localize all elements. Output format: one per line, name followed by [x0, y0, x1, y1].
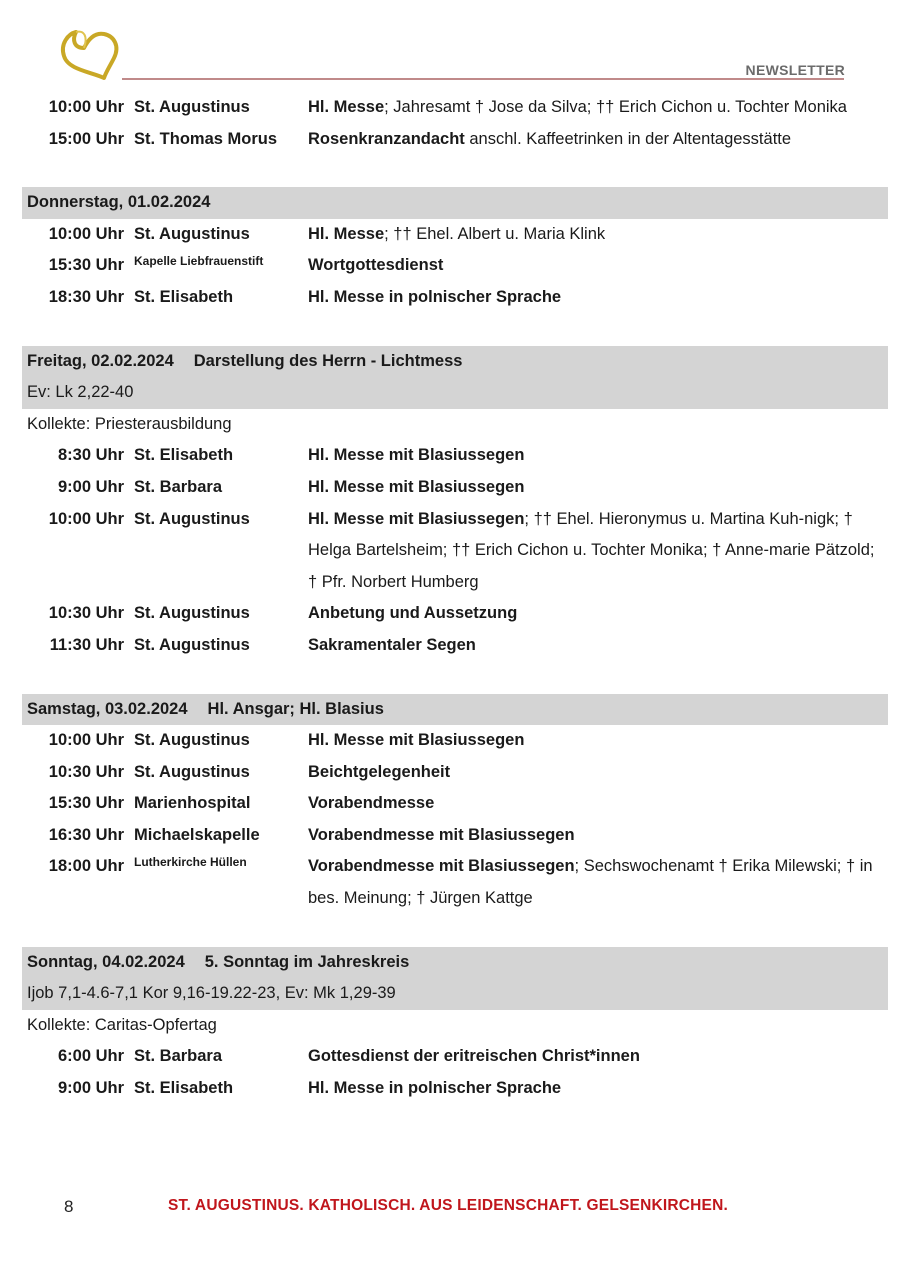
- event-title: Hl. Messe in polnischer Sprache: [308, 1079, 562, 1098]
- day-date: Sonntag, 04.02.2024: [27, 952, 185, 971]
- event-row: [22, 725, 888, 757]
- day-kollekte: Kollekte: Caritas-Opfertag: [27, 1015, 217, 1034]
- event-row: [22, 1073, 888, 1105]
- day-header-line: [27, 947, 888, 979]
- event-title: Beichtgelegenheit: [308, 762, 451, 781]
- golden-heart-logo-icon: [54, 26, 126, 84]
- day-reading: Ev: Lk 2,22-40: [27, 383, 134, 402]
- event-time: 10:00 Uhr: [48, 731, 124, 750]
- event-row: [22, 282, 888, 314]
- event-place: St. Augustinus: [134, 635, 250, 654]
- event-description: [308, 788, 888, 820]
- event-time: 10:00 Uhr: [48, 509, 124, 528]
- event-row: [22, 820, 888, 852]
- event-title: Vorabendmesse mit Blasiussegen: [308, 825, 575, 844]
- day-kollekte: Kollekte: Priesterausbildung: [27, 414, 232, 433]
- event-time: 8:30 Uhr: [57, 446, 124, 465]
- event-title: Rosenkranzandacht: [308, 129, 465, 148]
- event-time: 15:30 Uhr: [48, 794, 124, 813]
- event-details: ; Sechswochenamt † Erika Milewski; † in bes. Meinung; † Jürgen Kattge: [308, 857, 873, 908]
- event-row: [22, 440, 888, 472]
- event-time: 18:00 Uhr: [48, 857, 124, 876]
- event-place: Marienhospital: [134, 794, 251, 813]
- event-time: 10:00 Uhr: [48, 224, 124, 243]
- event-time: 15:00 Uhr: [48, 129, 124, 148]
- event-title: Sakramentaler Segen: [308, 635, 476, 654]
- carryover-events: [22, 92, 888, 155]
- event-title: Hl. Messe: [308, 98, 385, 116]
- event-row: [22, 757, 888, 789]
- event-description: [308, 851, 888, 914]
- page-number: 8: [64, 1197, 74, 1216]
- event-title: Hl. Messe mit Blasiussegen: [308, 509, 525, 528]
- event-place: St. Augustinus: [134, 98, 250, 116]
- event-row: [22, 504, 888, 599]
- event-description: [308, 725, 888, 757]
- event-description: [308, 219, 888, 251]
- day-header-line: [27, 694, 888, 726]
- event-title: Hl. Messe mit Blasiussegen: [308, 446, 525, 465]
- event-description: [308, 92, 888, 124]
- event-time: 10:00 Uhr: [48, 98, 124, 116]
- event-description: [308, 250, 888, 282]
- day-header: [22, 346, 888, 409]
- event-place: Lutherkirche Hüllen: [134, 855, 247, 870]
- event-description: [308, 630, 888, 662]
- event-place: Kapelle Liebfrauenstift: [134, 254, 264, 269]
- day-feast: Hl. Ansgar; Hl. Blasius: [207, 699, 384, 718]
- event-title: Wortgottesdienst: [308, 256, 444, 275]
- day-list: [22, 155, 888, 1104]
- event-row: [22, 1041, 888, 1073]
- day-date: Donnerstag, 01.02.2024: [27, 193, 211, 212]
- day-header: [22, 187, 888, 219]
- spacer: [22, 314, 888, 346]
- event-description: [308, 757, 888, 789]
- event-title: Gottesdienst der eritreischen Christ*innen: [308, 1047, 640, 1066]
- event-place: St. Barbara: [134, 477, 223, 496]
- day-header-line: [27, 346, 888, 378]
- event-row: [22, 250, 888, 282]
- event-place: St. Elisabeth: [134, 1079, 234, 1098]
- event-row: [22, 92, 888, 124]
- day-feast: Darstellung des Herrn - Lichtmess: [193, 351, 463, 370]
- day-header: [22, 694, 888, 726]
- event-row: [22, 788, 888, 820]
- event-details: ; †† Ehel. Albert u. Maria Klink: [384, 224, 606, 243]
- event-time: 15:30 Uhr: [48, 256, 124, 275]
- event-place: Michaelskapelle: [134, 825, 260, 844]
- event-place: St. Augustinus: [134, 509, 250, 528]
- event-description: [308, 820, 888, 852]
- event-place: St. Augustinus: [134, 224, 250, 243]
- event-time: 9:00 Uhr: [57, 1079, 124, 1098]
- spacer: [22, 155, 888, 187]
- event-description: [308, 598, 888, 630]
- event-description: [308, 1073, 888, 1105]
- event-title: Hl. Messe in polnischer Sprache: [308, 287, 562, 306]
- event-title: Vorabendmesse: [308, 794, 435, 813]
- schedule: [22, 92, 888, 1105]
- event-row: [22, 598, 888, 630]
- day-date: Freitag, 02.02.2024: [27, 351, 174, 370]
- event-time: 16:30 Uhr: [48, 825, 124, 844]
- day-feast: 5. Sonntag im Jahreskreis: [204, 952, 410, 971]
- event-place: St. Augustinus: [134, 731, 250, 750]
- event-description: [308, 472, 888, 504]
- event-title: Hl. Messe: [308, 224, 385, 243]
- event-title: Hl. Messe mit Blasiussegen: [308, 731, 525, 750]
- newsletter-label: NEWSLETTER: [745, 62, 845, 78]
- event-title: Hl. Messe mit Blasiussegen: [308, 477, 525, 496]
- event-time: 18:30 Uhr: [48, 287, 124, 306]
- event-description: [308, 1041, 888, 1073]
- event-description: [308, 282, 888, 314]
- event-description: [308, 440, 888, 472]
- spacer: [22, 915, 888, 947]
- event-row: [22, 851, 888, 914]
- day-date: Samstag, 03.02.2024: [27, 699, 188, 718]
- event-place: St. Barbara: [134, 1047, 223, 1066]
- event-details: anschl. Kaffeetrinken in der Altentagesstätte: [464, 129, 792, 148]
- event-place: St. Augustinus: [134, 604, 250, 623]
- event-description: [308, 124, 888, 156]
- footer-slogan: ST. AUGUSTINUS. KATHOLISCH. AUS LEIDENSCHAFT. GELSENKIRCHEN.: [168, 1197, 728, 1214]
- event-details: ; †† Ehel. Hieronymus u. Martina Kuh-nigk; † Helga Bartelsheim; †† Erich Cichon u. Tochter Monika; † Anne-marie Pätzold; † Pfr. Norbert Humberg: [308, 509, 875, 591]
- event-title: Anbetung und Aussetzung: [308, 604, 518, 623]
- event-row: [22, 124, 888, 156]
- event-details: ; Jahresamt † Jose da Silva; †† Erich Cichon u. Tochter Monika: [384, 98, 847, 116]
- event-description: [308, 504, 888, 599]
- event-place: St. Augustinus: [134, 762, 250, 781]
- event-row: [22, 630, 888, 662]
- day-reading: Ijob 7,1-4.6-7,1 Kor 9,16-19.22-23, Ev: Mk 1,29-39: [27, 984, 396, 1003]
- event-place: St. Thomas Morus: [134, 129, 278, 148]
- day-header: [22, 947, 888, 1010]
- spacer: [22, 662, 888, 694]
- event-row: [22, 219, 888, 251]
- event-time: 9:00 Uhr: [57, 477, 124, 496]
- event-time: 10:30 Uhr: [48, 762, 124, 781]
- event-time: 6:00 Uhr: [57, 1047, 124, 1066]
- event-time: 11:30 Uhr: [49, 635, 124, 654]
- event-place: St. Elisabeth: [134, 287, 234, 306]
- event-title: Vorabendmesse mit Blasiussegen: [308, 857, 575, 876]
- day-header-line: [27, 187, 888, 219]
- header-rule: [122, 78, 844, 80]
- event-place: St. Elisabeth: [134, 446, 234, 465]
- event-row: [22, 472, 888, 504]
- event-time: 10:30 Uhr: [48, 604, 124, 623]
